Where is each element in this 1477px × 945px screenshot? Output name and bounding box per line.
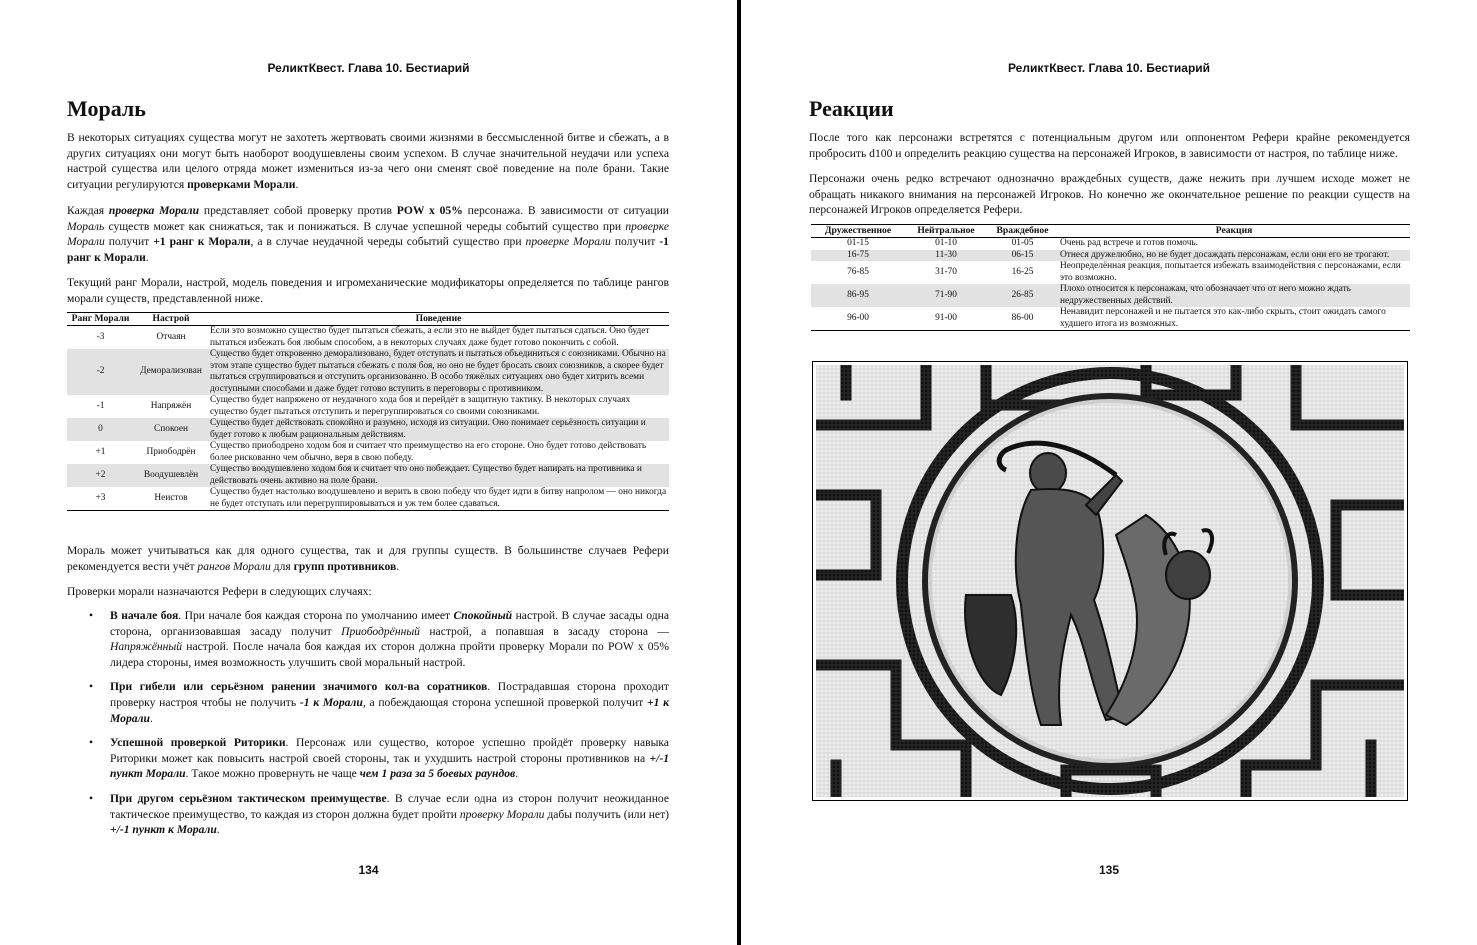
header-friendly: Дружественное: [811, 225, 905, 238]
morale-behavior-cell: Существо будет откровенно деморализовано, будет отступать и пытаться объединиться с союзниками. Обычно на этом этапе существо будет пытаться сбежать с поля боя, но оно не будет бросать своих союзников, а скорее будет пытаться сгруппироваться и отступить организованно. В особо тяжёлых ситуациях оно будет хитрить всеми доступными способами и даже будет готово вступить в переговоры с противником.: [208, 349, 669, 395]
header-rank: Ранг Морали: [67, 313, 134, 326]
text-run: настрой. В случае засады одна сторона, организовавшая засаду получит: [110, 609, 669, 638]
morale-mood-cell: Напряжён: [150, 400, 192, 411]
text-run: Приободрённый: [341, 624, 420, 638]
header-neutral: Нейтральное: [905, 225, 987, 238]
morale-mood-cell: Воодушевлён: [134, 464, 208, 487]
morale-case-item: [67, 791, 669, 838]
text-run: . Такое можно провернуть не чаще: [185, 767, 360, 781]
reaction-hostile-cell: 06-15: [987, 250, 1058, 262]
text-run: . При начале боя каждая сторона по умолчанию имеет: [178, 609, 454, 622]
reaction-table-row: [811, 250, 1410, 262]
morale-mood-cell: Неистов: [134, 487, 208, 511]
reaction-text-cell: Отнеся дружелюбно, но не будет досаждать персонажам, если они его не трогают.: [1058, 250, 1410, 262]
text-run: чем 1 раза за 5 боевых раундов: [359, 767, 516, 781]
reaction-hostile-cell: 26-85: [987, 284, 1058, 307]
morale-rank-cell: +2: [67, 464, 134, 487]
reaction-friendly-cell: 96-00: [811, 307, 905, 331]
reaction-neutral-cell: 31-70: [935, 266, 957, 277]
text-run: При гибели или серьёзном ранении значимого кол-ва соратников: [110, 680, 488, 694]
reaction-neutral-cell: 91-00: [905, 307, 987, 331]
section-title-morale: Мораль: [67, 96, 146, 121]
text-run: , а в случае неудачной череды событий существо при: [250, 235, 526, 249]
text-run: +/-1 пункт Морали: [110, 751, 669, 781]
running-header: РеликтКвест. Глава 10. Бестиарий: [267, 61, 470, 75]
morale-cases-intro: Проверки морали назначаются Рефери в следующих случаях:: [67, 585, 372, 598]
morale-table-row: [67, 326, 669, 350]
morale-behavior-cell: Существо будет настолько воодушевлено и верить в свою победу что будет идти в битву напролом — оно никогда не будет отступать или перегруппировываться и уж тем более сдаваться.: [208, 487, 669, 511]
text-run: получит: [610, 235, 660, 249]
text-run: Мораль: [67, 219, 105, 233]
reactions-intro-paragraph: После того как персонажи встретятся с потенциальным другом или оппонентом Рефери крайне рекомендуется пробросить d100 и определить реакцию существа на персонажей Игроков, в зависимости от настроя, по таблице ниже.: [809, 131, 1410, 160]
text-run: Спокойный: [453, 609, 513, 622]
morale-case-item: [67, 735, 669, 782]
reaction-text-cell: Плохо относится к персонажам, что обозначает что от него можно ждать недружественных действий.: [1058, 284, 1410, 307]
page-number-left: 134: [358, 863, 379, 877]
text-run: получит: [104, 235, 154, 249]
text-run: представляет собой проверку против: [199, 204, 397, 217]
reaction-neutral-cell: 01-10: [935, 238, 957, 248]
morale-mood-cell: Отчаян: [156, 331, 186, 342]
mosaic-illustration-frame: [812, 361, 1408, 801]
morale-rank-cell: 0: [67, 418, 134, 441]
header-hostile: Враждебное: [987, 225, 1058, 238]
header-mood: Настрой: [134, 313, 208, 326]
text-run: +/-1 пункт к Морали: [110, 823, 217, 837]
text-run: Успешной проверкой Риторики: [110, 736, 286, 750]
morale-table-row: [67, 349, 669, 395]
morale-intro-paragraph: [67, 130, 669, 192]
text-run: проверками Морали: [187, 177, 296, 191]
text-run: дабы получить (или нет): [544, 807, 669, 821]
reaction-friendly-cell: 01-15: [847, 238, 869, 248]
left-page: [0, 0, 737, 945]
text-run: -1 ранг к Морали: [67, 235, 669, 264]
reaction-neutral-cell: 71-90: [905, 284, 987, 307]
reaction-friendly-cell: 76-85: [847, 266, 869, 277]
reaction-table-row: [811, 307, 1410, 331]
morale-case-item: [67, 679, 669, 726]
reaction-table: [811, 224, 1410, 331]
text-run: настрой. После начала боя каждая их сторон должна пройти проверку Морали по POW x 05% лидера стороны, имея возможность улучшить свой моральный настрой.: [110, 640, 669, 669]
reaction-hostile-cell: 16-25: [1011, 266, 1034, 277]
morale-table: [67, 312, 669, 511]
page-number-right: 135: [1098, 863, 1120, 877]
reaction-neutral-cell: 11-30: [905, 250, 987, 262]
text-run: Каждая: [67, 204, 109, 217]
morale-cases-list: [67, 608, 669, 847]
morale-table-row: [67, 418, 669, 441]
text-run: , а побеждающая сторона успешной проверкой получит: [362, 695, 647, 709]
text-run: существ может как снижаться, так и понижаться. В случае успешной череды событий существо при: [104, 219, 626, 233]
morale-behavior-cell: Существо будет напряжено от неудачного хода боя и перейдёт в защитную тактику. В некоторых случаях существо будет пытаться отступить и перегруппироваться со своими союзниками.: [210, 395, 631, 417]
morale-rank-cell: -2: [67, 349, 134, 395]
morale-case-item: [67, 608, 669, 670]
text-run: При другом серьёзном тактическом преимуществе: [110, 791, 387, 805]
text-run: проверке Морали: [67, 219, 669, 249]
reaction-hostile-cell: 86-00: [987, 307, 1058, 331]
morale-behavior-cell: Если это возможно существо будет пытаться сбежать, а если это не выйдет будет пытаться сдаться. Оно будет пытаться избежать боя любым способом, а в некоторых случаях даже будет готово покончить с собой.: [210, 326, 650, 348]
morale-check-paragraph: [67, 203, 669, 265]
morale-mood-cell: Деморализован: [134, 349, 208, 395]
text-run: .: [145, 250, 149, 264]
reaction-text-cell: Очень рад встрече и готов помочь.: [1060, 238, 1199, 248]
reaction-table-header: [811, 225, 1410, 238]
header-behavior: Поведение: [208, 313, 669, 326]
morale-table-row: [67, 395, 669, 418]
morale-mood-cell: Приободрён: [146, 446, 196, 457]
header-reaction: Реакция: [1058, 225, 1410, 238]
text-run: групп противников: [293, 559, 397, 573]
text-run: для: [270, 559, 294, 573]
text-run: рангов Морали: [197, 559, 271, 573]
reaction-text-cell: Неопределённая реакция, попытается избежать взаимодействия с персонажами, если это возможно.: [1060, 261, 1401, 283]
text-run: Напряжённый: [110, 640, 183, 654]
morale-groups-paragraph: [67, 543, 669, 574]
mosaic-illustration: [816, 365, 1404, 797]
text-run: персонажа. В зависимости от ситуации: [462, 204, 669, 217]
section-title-reactions: Реакции: [809, 96, 894, 121]
reaction-friendly-cell: 16-75: [811, 250, 905, 262]
morale-rank-cell: +1: [95, 446, 106, 457]
text-run: проверке Морали: [525, 235, 611, 249]
morale-table-row: [67, 487, 669, 511]
reaction-table-row: [811, 238, 1410, 250]
text-run: В некоторых ситуациях существа могут не захотеть жертвовать своими жизнями в бессмысленной битве и сбежать, а в других ситуациях они могут быть наоборот воодушевлены своим успехом. В случае значительной неудачи или успеха настрой существа или целого отряда может измениться из-за чего они сменят своё поведение на поле брани. Такие ситуации регулируются: [67, 131, 669, 191]
text-run: настрой, а попавшая в засаду сторона —: [419, 624, 669, 638]
text-run: . Персонаж или существо, которое успешно пройдёт проверку навыка Риторики может как повысить настрой своей стороны, так и ухудшить настрой стороны противников на: [110, 736, 669, 765]
reactions-note-paragraph: Персонажи очень редко встречают однозначно враждебных существ, даже нежить при лучшем исходе может не обращать никакого внимания на персонажей Игроков. Но конечно же окончательное решение по реакции существ на персонажей Игроков определяется Рефери.: [809, 172, 1410, 217]
text-run: .: [396, 559, 400, 573]
reaction-text-cell: Ненавидит персонажей и не пытается это как-либо скрыть, стоит ожидать самого худшего итога из возможных.: [1058, 307, 1410, 331]
morale-behavior-cell: Существо воодушевлено ходом боя и считает что оно побеждает. Существо будет напирать на противника и действовать очень активно на поле брани.: [208, 464, 669, 487]
morale-table-row: [67, 441, 669, 464]
reaction-hostile-cell: 01-05: [1011, 238, 1034, 248]
reaction-table-row: [811, 284, 1410, 307]
morale-behavior-cell: Существо будет действовать спокойно и разумно, исходя из ситуации. Оно понимает серьёзность ситуации и будет готово к любым рациональным действиям.: [208, 418, 669, 441]
morale-rank-cell: +3: [67, 487, 134, 511]
morale-table-row: [67, 464, 669, 487]
text-run: проверка Морали: [108, 204, 200, 217]
morale-rank-cell: -3: [96, 331, 105, 342]
text-run: -1 к Морали: [299, 695, 363, 709]
text-run: В начале боя: [110, 609, 179, 622]
text-run: POW x 05%: [396, 204, 463, 217]
text-run: .: [295, 177, 299, 191]
text-run: Мораль может учитываться как для одного существа, так и для группы существ. В большинстве случаев Рефери рекомендуется вести учёт: [67, 544, 669, 573]
text-run: .: [515, 767, 519, 781]
text-run: проверку Морали: [459, 807, 545, 821]
morale-rank-cell: -1: [96, 400, 105, 411]
text-run: . В случае если одна из сторон получит неожиданное тактическое преимущество, то каждая из сторон должна будет пройти: [110, 791, 669, 821]
text-run: . Пострадавшая сторона проходит проверку настроя чтобы не получить: [110, 680, 669, 709]
reaction-table-row: [811, 261, 1410, 284]
morale-behavior-cell: Существо приободрено ходом боя и считает что преимущество на его стороне. Оно будет готово действовать более рискованно чем обычно, веря в свою победу.: [210, 441, 647, 463]
morale-table-header: [67, 313, 669, 326]
reaction-friendly-cell: 86-95: [811, 284, 905, 307]
morale-mood-cell: Спокоен: [134, 418, 208, 441]
text-run: +1 к Морали: [110, 695, 669, 725]
running-header: РеликтКвест. Глава 10. Бестиарий: [1007, 61, 1211, 75]
text-run: .: [216, 823, 220, 837]
text-run: +1 ранг к Морали: [153, 235, 251, 249]
text-run: .: [149, 711, 153, 725]
morale-table-intro: Текущий ранг Морали, настрой, модель поведения и игромеханические модификаторы определяется по таблице рангов морали существ, представленной ниже.: [67, 276, 669, 305]
